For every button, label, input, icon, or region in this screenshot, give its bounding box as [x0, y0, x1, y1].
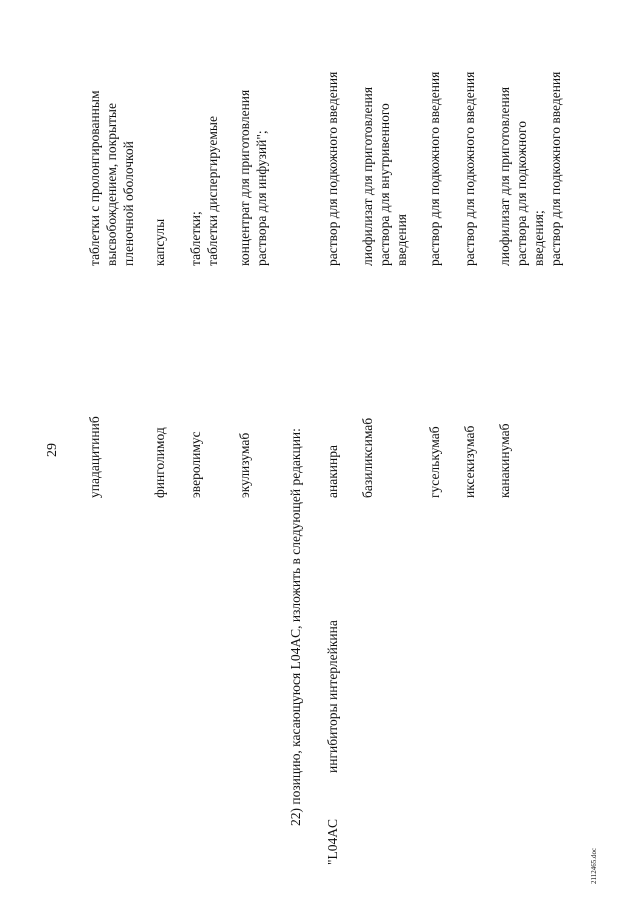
drug-name: иксекизумаб: [462, 425, 477, 498]
dosage-form: введения;: [531, 210, 546, 266]
dosage-form: пленочной оболочкой: [121, 141, 136, 266]
drug-name: базиликсимаб: [360, 417, 375, 498]
dosage-form: раствора для подкожного: [514, 121, 529, 266]
drug-name: канакинумаб: [497, 423, 512, 498]
dosage-form: лиофилизат для приготовления: [360, 86, 375, 266]
drug-name: финголимод: [152, 427, 167, 498]
dosage-form: таблетки диспергируемые: [205, 116, 220, 266]
drug-name: упадацитиниб: [87, 416, 102, 498]
intro-paragraph: 22) позицию, касающуюся L04AC, изложить в следующей редакции:: [288, 428, 303, 826]
dosage-form: таблетки с пролонгированным: [87, 90, 102, 266]
atc-code: "L04AC: [325, 818, 340, 865]
group-name: ингибиторы интерлейкина: [325, 620, 340, 773]
page-number: 29: [45, 443, 60, 457]
dosage-form: лиофилизат для приготовления: [497, 86, 512, 266]
dosage-form: раствор для подкожного введения: [325, 71, 340, 266]
dosage-form: введения: [394, 213, 409, 266]
drug-name: экулизумаб: [237, 432, 252, 498]
dosage-form: высвобождением, покрытые: [104, 103, 119, 266]
drug-name: эверолимус: [188, 431, 203, 498]
dosage-form: капсулы: [152, 218, 167, 266]
drug-name: гуселькумаб: [427, 426, 442, 498]
dosage-form: раствор для подкожного введения: [427, 71, 442, 266]
drug-name: анакинра: [325, 445, 340, 498]
dosage-form: раствора для внутривенного: [377, 103, 392, 266]
dosage-form: раствора для инфузий";: [254, 130, 269, 266]
dosage-form: раствор для подкожного введения: [548, 71, 563, 266]
file-id: 2112465.doc: [590, 847, 598, 884]
dosage-form: раствор для подкожного введения: [462, 71, 477, 266]
dosage-form: концентрат для приготовления: [237, 89, 252, 266]
dosage-form: таблетки;: [188, 211, 203, 266]
